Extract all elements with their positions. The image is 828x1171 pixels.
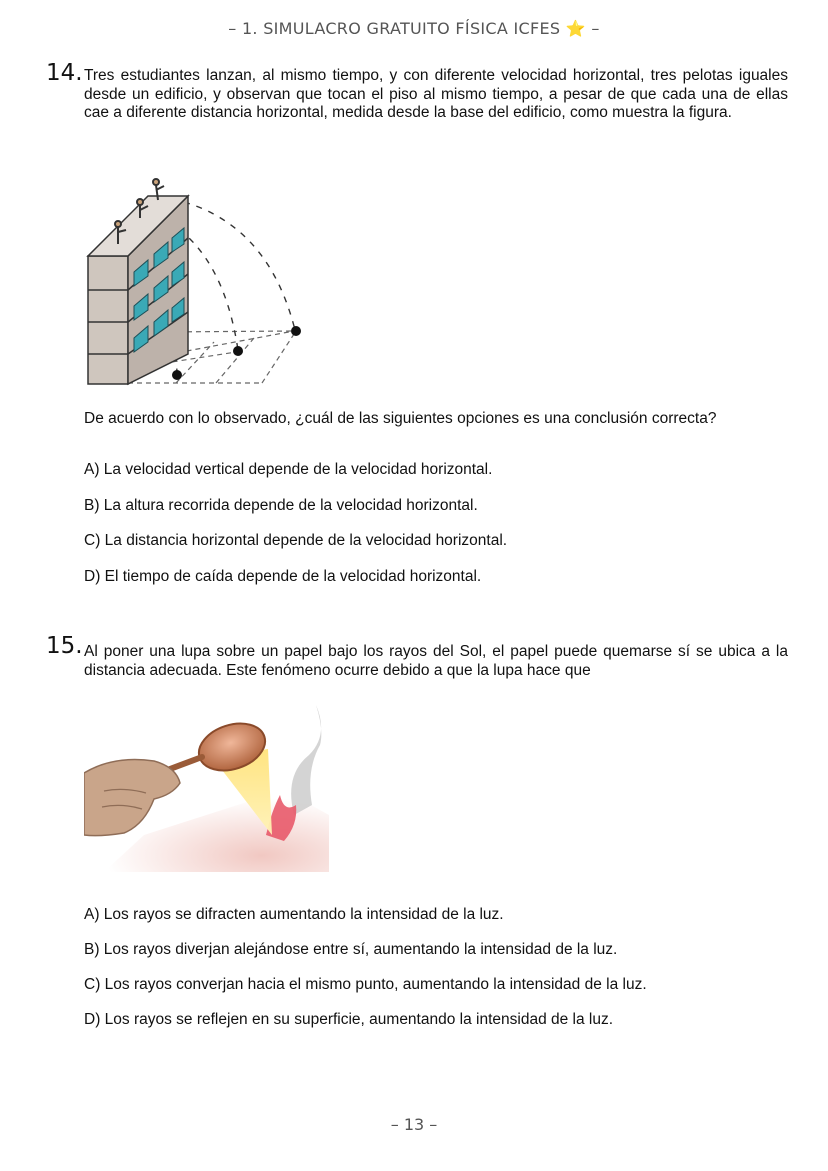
page-header [0,19,828,38]
ball-middle [233,346,243,356]
page-number: – 13 – [390,1115,438,1134]
ball-far [291,326,301,336]
question-15-number: 15. [46,633,83,659]
building [88,179,188,384]
q14-option-c[interactable]: C) La distancia horizontal depende de la velocidad horizontal. [84,532,508,549]
q14-option-b[interactable]: B) La altura recorrida depende de la velocidad horizontal. [84,497,478,514]
star-icon: ⭐ [565,19,587,38]
q15-option-d[interactable]: D) Los rayos se reflejen en su superficie, aumentando la intensidad de la luz. [84,1011,614,1028]
q15-option-c[interactable]: C) Los rayos converjan hacia el mismo punto, aumentando la intensidad de la luz. [84,976,647,993]
q15-option-a[interactable]: A) Los rayos se difracten aumentando la intensidad de la luz. [84,906,504,923]
header-suffix: – [591,19,600,38]
q14-option-d[interactable]: D) El tiempo de caída depende de la velocidad horizontal. [84,568,482,585]
smoke [291,705,321,815]
question-14-number: 14. [46,60,83,86]
magnifying-glass-figure [84,695,329,872]
ball-near [172,370,182,380]
hand [84,760,180,836]
question-14-prompt: De acuerdo con lo observado, ¿cuál de las siguientes opciones es una conclusión correcta? [84,410,717,427]
header-title: – 1. SIMULACRO GRATUITO FÍSICA ICFES [228,19,561,38]
q15-option-b[interactable]: B) Los rayos diverjan alejándose entre sí, aumentando la intensidad de la luz. [84,941,618,958]
building-projectile-figure [84,172,304,394]
question-15-text: Al poner una lupa sobre un papel bajo los rayos del Sol, el papel puede quemarse sí se ubica a la distancia adecuada. Este fenómeno ocurre debido a que la lupa hace que [84,643,788,679]
question-14-text: Tres estudiantes lanzan, al mismo tiempo, y con diferente velocidad horizontal, tres pelotas iguales desde un edificio, y observan que tocan el piso al mismo tiempo, a pesar de que cada una de ellas cae a diferente distancia horizontal, medida desde la base del edificio, como muestra la figura. [84,67,788,121]
q14-option-a[interactable]: A) La velocidad vertical depende de la velocidad horizontal. [84,461,493,478]
